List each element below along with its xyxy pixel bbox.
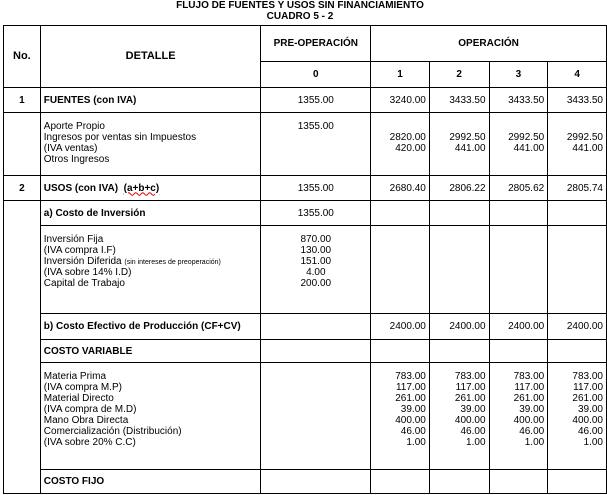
cv-item-value: 261.00 (572, 393, 603, 404)
cv-item-label: Mano Obra Directa (43, 415, 129, 426)
empty-cell (429, 226, 489, 314)
cv-item-value: 46.00 (460, 426, 486, 437)
usos-y0: 1355.00 (261, 176, 371, 201)
costo-fijo-label: COSTO FIJO (40, 470, 261, 494)
fuentes-items-y2 (429, 113, 489, 176)
empty-cell (371, 340, 430, 363)
inversion-item-label: Inversión Diferida (43, 256, 122, 267)
inversion-item-value: 200.00 (300, 278, 332, 289)
fuentes-label: FUENTES (con IVA) (40, 88, 261, 113)
header-year-4: 4 (548, 62, 607, 88)
usos-y3: 2805.62 (489, 176, 548, 201)
cv-item-value: 400.00 (395, 415, 426, 426)
fuentes-item-value: 441.00 (454, 143, 486, 154)
header-operacion: OPERACIÓN (371, 26, 607, 62)
cv-item-label: (IVA sobre 20% C.C) (43, 437, 136, 448)
cv-item-value: 46.00 (400, 426, 426, 437)
empty-cell (261, 363, 371, 470)
fuentes-y4: 3433.50 (548, 88, 607, 113)
cv-item-value: 117.00 (395, 382, 426, 393)
inversion-label: a) Costo de Inversión (40, 201, 261, 226)
usos-label: USOS (con IVA) (43, 182, 119, 194)
fuentes-item-value: 420.00 (395, 143, 426, 154)
cv-item-label: Comercialización (Distribución) (43, 426, 182, 437)
spacer-cell (4, 201, 41, 494)
produccion-y2: 2400.00 (429, 314, 489, 340)
cv-items-y1 (371, 363, 430, 470)
inversion-items (40, 226, 261, 314)
fuentes-item-label: (IVA ventas) (43, 143, 98, 154)
fuentes-item-value (374, 121, 426, 132)
costo-variable-label: COSTO VARIABLE (40, 340, 261, 363)
inversion-item-value: 4.00 (306, 267, 326, 278)
produccion-y1: 2400.00 (371, 314, 430, 340)
cv-item-value: 261.00 (513, 393, 545, 404)
row-no-fuentes: 1 (4, 88, 41, 113)
cv-item-value: 39.00 (519, 404, 545, 415)
cv-item-value: 117.00 (455, 382, 486, 393)
inversion-item-value: 130.00 (300, 245, 332, 256)
header-detalle: DETALLE (40, 26, 261, 88)
empty-cell (548, 226, 607, 314)
cv-item-value: 261.00 (454, 393, 486, 404)
report-subtitle: CUADRO 5 - 2 (266, 11, 334, 22)
fuentes-item-value: 441.00 (572, 143, 603, 154)
inversion-item-value: 870.00 (300, 234, 332, 245)
fuentes-y2: 3433.50 (429, 88, 489, 113)
fuentes-item-label: Otros Ingresos (43, 154, 110, 165)
cv-item-value: 400.00 (454, 415, 486, 426)
inversion-items-y0 (261, 226, 371, 314)
costo-variable-items (40, 363, 261, 470)
fuentes-items-y3 (489, 113, 548, 176)
produccion-y3: 2400.00 (489, 314, 548, 340)
cv-item-value: 783.00 (395, 371, 426, 382)
usos-y4: 2805.74 (548, 176, 607, 201)
cv-items-y3 (489, 363, 548, 470)
fuentes-items (40, 113, 261, 176)
inversion-y0: 1355.00 (261, 201, 371, 226)
inversion-item-label: Inversión Fija (43, 234, 104, 245)
cv-item-value: 261.00 (395, 393, 426, 404)
fuentes-item-value: 2992.50 (449, 132, 486, 143)
fuentes-items-y0 (261, 113, 371, 176)
cv-item-label: Material Directo (43, 393, 114, 404)
empty-cell (489, 201, 548, 226)
cv-item-value: 1.00 (466, 437, 486, 448)
header-year-2: 2 (429, 62, 489, 88)
cv-item-label: (IVA compra de M.D) (43, 404, 137, 415)
fuentes-item-value: 2992.50 (508, 132, 545, 143)
empty-cell (261, 314, 371, 340)
fuentes-y1: 3240.00 (371, 88, 430, 113)
fuentes-item-value: 441.00 (513, 143, 545, 154)
fuentes-y0: 1355.00 (261, 88, 371, 113)
cv-item-label: Materia Prima (43, 371, 107, 382)
cv-item-value: 117.00 (573, 382, 603, 393)
empty-cell (371, 201, 430, 226)
usos-y2: 2806.22 (429, 176, 489, 201)
header-year-3: 3 (489, 62, 548, 88)
cv-item-value: 39.00 (460, 404, 486, 415)
cv-items-y4 (548, 363, 607, 470)
cv-item-value: 39.00 (400, 404, 426, 415)
produccion-label: b) Costo Efectivo de Producción (CF+CV) (40, 314, 261, 340)
cv-item-value: 783.00 (454, 371, 486, 382)
inversion-item-label: Capital de Trabajo (43, 278, 125, 289)
inversion-note: (sin intereses de preoperación) (124, 259, 221, 266)
cv-item-value: 117.00 (514, 382, 545, 393)
cv-item-value: 400.00 (572, 415, 603, 426)
fuentes-item-value: 2992.50 (566, 132, 603, 143)
empty-cell (371, 470, 430, 494)
empty-cell (489, 340, 548, 363)
empty-cell (261, 470, 371, 494)
fuentes-y3: 3433.50 (489, 88, 548, 113)
empty-cell (548, 470, 607, 494)
fuentes-item-value: 2820.00 (389, 132, 426, 143)
spacer-cell (4, 113, 41, 176)
cv-item-value: 1.00 (583, 437, 603, 448)
empty-cell (548, 340, 607, 363)
inversion-item-label: (IVA compra I.F) (43, 245, 116, 256)
cv-item-label: (IVA compra M.P) (43, 382, 122, 393)
empty-cell (489, 470, 548, 494)
empty-cell (489, 226, 548, 314)
fuentes-items-y1 (371, 113, 430, 176)
header-year-1: 1 (371, 62, 430, 88)
empty-cell (429, 340, 489, 363)
empty-cell (261, 340, 371, 363)
row-no-usos: 2 (4, 176, 41, 201)
cv-item-value: 783.00 (572, 371, 603, 382)
cv-items-y2 (429, 363, 489, 470)
header-year-0: 0 (261, 62, 371, 88)
header-no: No. (4, 26, 41, 88)
cv-item-value: 39.00 (577, 404, 603, 415)
cv-item-value: 46.00 (519, 426, 545, 437)
empty-cell (371, 226, 430, 314)
empty-cell (548, 201, 607, 226)
fuentes-item-label: Aporte Propio (43, 121, 105, 132)
fuentes-items-y4 (548, 113, 607, 176)
cv-item-value: 400.00 (513, 415, 545, 426)
cv-item-value: 1.00 (524, 437, 545, 448)
fuentes-item-value: 1355.00 (297, 121, 334, 132)
cv-item-value: 783.00 (513, 371, 545, 382)
funds-flow-table (3, 25, 607, 494)
empty-cell (429, 470, 489, 494)
report-title: FLUJO DE FUENTES Y USOS SIN FINANCIAMIENTO (176, 0, 424, 11)
inversion-item-label: (IVA sobre 14% I.D) (43, 267, 132, 278)
header-pre-operacion: PRE-OPERACIÓN (261, 26, 371, 62)
fuentes-item-value (433, 121, 486, 132)
inversion-item-value: 151.00 (300, 256, 332, 267)
fuentes-item-value (493, 121, 545, 132)
usos-formula: (a+b+c) (123, 182, 160, 194)
fuentes-item-label: Ingresos por ventas sin Impuestos (43, 132, 197, 143)
inversion-item-label-with-note (44, 256, 258, 267)
empty-cell (429, 201, 489, 226)
cv-item-value: 1.00 (406, 437, 426, 448)
usos-y1: 2680.40 (371, 176, 430, 201)
usos-label-cell (40, 176, 261, 201)
produccion-y4: 2400.00 (548, 314, 607, 340)
fuentes-item-value (551, 121, 603, 132)
cv-item-value: 46.00 (577, 426, 603, 437)
